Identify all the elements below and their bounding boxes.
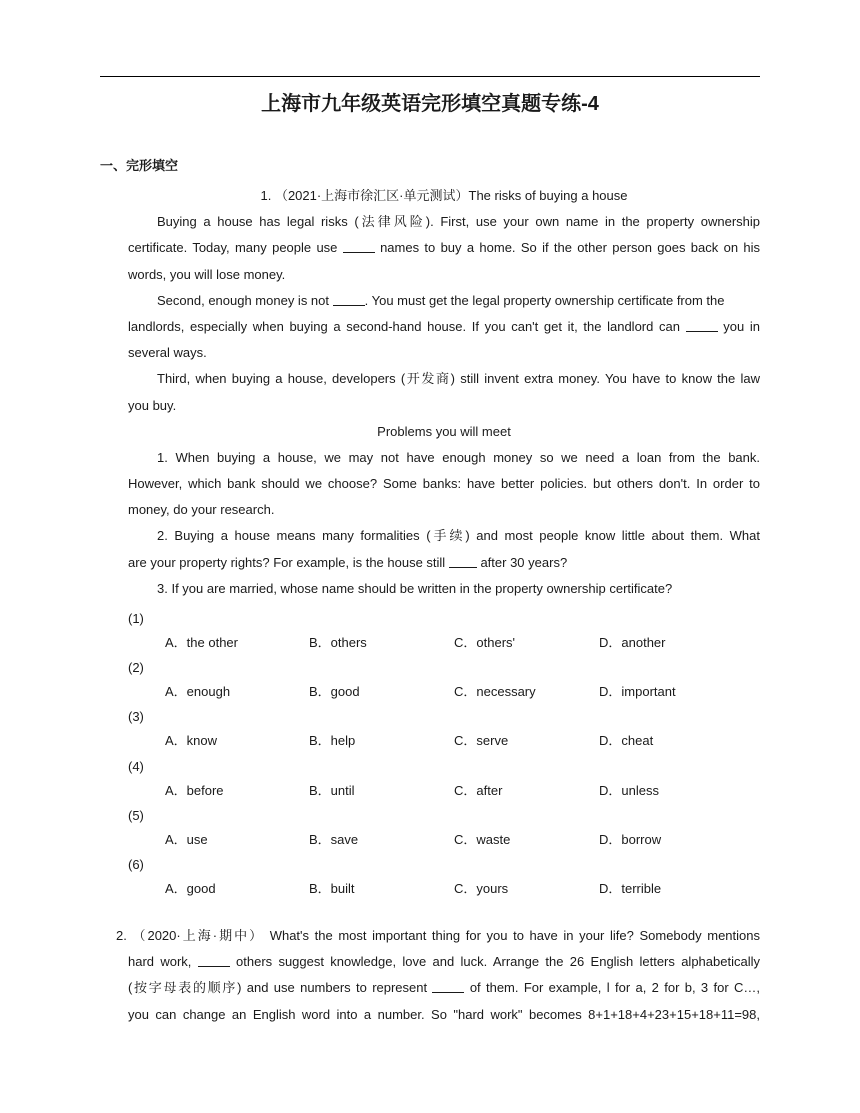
paragraph-3-line-2: you buy. [128,397,177,413]
option-group-1 [128,606,760,655]
option-number: (4) [128,758,144,774]
text-segment: . You must get the legal property ownership certificate from the [364,292,725,308]
option-d[interactable]: D．borrow [599,831,662,847]
question-2-line-4: you can change an English word into a number. So "hard work" becomes 8+1+18+4+23+15+18+11=98, [128,1006,760,1022]
option-row [128,828,760,852]
option-group-6 [128,852,760,901]
text-segment: after 30 years? [480,554,568,570]
question-2-line-2 [116,949,760,975]
header-rule [100,76,760,77]
blank-1[interactable] [343,238,375,253]
blank-q2-1[interactable] [198,952,230,967]
answer-options [128,606,760,901]
option-group-3 [128,704,760,753]
option-group-4 [128,754,760,803]
text-segment: Second, enough money is not [157,292,330,308]
question-2-line-1: 2. （2020·上海·期中） What's the most important thing for you to have in your life? Somebody mentions [116,928,760,943]
item-3-line-1: 3. If you are married, whose name should be written in the property ownership certificate? [157,580,673,596]
paragraph-2-line-1 [128,288,760,314]
question-2-passage [116,923,760,1028]
option-group-5 [128,803,760,852]
question-1-passage [128,183,760,602]
option-b[interactable]: B．save [309,831,359,847]
item-1-line-3: money, do your research. [128,502,275,518]
question-2-line-3 [116,975,760,1001]
option-a[interactable]: A．good [165,880,216,896]
text-segment: others suggest knowledge, love and luck. Arrange the 26 English letters alphabetically [236,954,760,970]
option-row [128,877,760,901]
option-c[interactable]: C．necessary [454,684,536,700]
paragraph-1-line-1: Buying a house has legal risks (法律风险). First, use your own name in the property ownership [157,214,760,230]
item-2-line-1: 2. Buying a house means many formalities (手续) and most people know little about them. What [157,528,760,544]
option-a[interactable]: A．the other [165,635,238,650]
text-segment: (按字母表的顺序) and use numbers to represent [128,980,428,996]
option-number: (1) [128,611,144,626]
option-row [128,680,760,704]
blank-q2-2[interactable] [432,978,464,993]
option-d[interactable]: D．terrible [599,880,662,896]
text-segment: hard work, [128,954,192,970]
option-d[interactable]: D．important [599,684,676,700]
option-a[interactable]: A．use [165,831,208,847]
blank-4[interactable] [449,553,477,568]
section-heading: 一、完形填空 [100,158,179,173]
option-a[interactable]: A．know [165,733,218,749]
text-segment: names to buy a home. So if the other person goes back on his [380,240,760,256]
option-c[interactable]: C．serve [454,733,509,749]
text-segment: of them. For example, l for a, 2 for b, 3 for C…, [469,980,760,996]
paragraph-1-line-2 [128,235,760,261]
text-segment: landlords, especially when buying a second-hand house. If you can't get it, the landlord can [128,318,680,334]
option-b[interactable]: B．good [309,684,360,700]
paragraph-3-line-1: Third, when buying a house, developers (开发商) still invent extra money. You have to know the law [157,371,760,387]
option-number: (5) [128,807,144,823]
option-number: (6) [128,856,144,872]
text-segment: certificate. Today, many people use [128,240,338,256]
option-d[interactable]: D．unless [599,782,659,798]
option-b[interactable]: B．until [309,782,355,798]
question-1-heading: 1. （2021·上海市徐汇区·单元测试）The risks of buying a house [260,188,628,203]
item-1-line-2: However, which bank should we choose? Some banks: have better policies. but others don't. In order to [128,476,760,492]
text-segment: you in [723,318,761,334]
option-c[interactable]: C．after [454,782,503,798]
page-title: 上海市九年级英语完形填空真题专练-4 [261,93,599,115]
option-row [128,779,760,803]
option-number: (3) [128,709,144,725]
option-c[interactable]: C．waste [454,831,511,847]
option-d[interactable]: D．another [599,635,666,650]
option-a[interactable]: A．enough [165,684,231,700]
paragraph-1-line-3: words, you will lose money. [128,266,286,282]
item-1-line-1: 1. When buying a house, we may not have enough money so we need a loan from the bank. [157,449,760,465]
option-b[interactable]: B．help [309,733,356,749]
option-number: (2) [128,660,144,676]
option-group-2 [128,655,760,704]
option-row [128,631,760,655]
option-a[interactable]: A．before [165,782,224,798]
problems-subheading: Problems you will meet [377,423,511,439]
option-b[interactable]: B．built [309,880,355,896]
paragraph-2-line-3: several ways. [128,345,207,361]
option-d[interactable]: D．cheat [599,733,654,749]
option-c[interactable]: C．yours [454,880,509,896]
blank-3[interactable] [686,317,718,332]
paragraph-2-line-2 [128,314,760,340]
option-c[interactable]: C．others' [454,635,516,650]
item-2-line-2 [128,550,760,576]
option-row [128,729,760,753]
blank-2[interactable] [333,291,365,306]
text-segment: are your property rights? For example, is the house still [128,554,446,570]
option-b[interactable]: B．others [309,635,367,650]
